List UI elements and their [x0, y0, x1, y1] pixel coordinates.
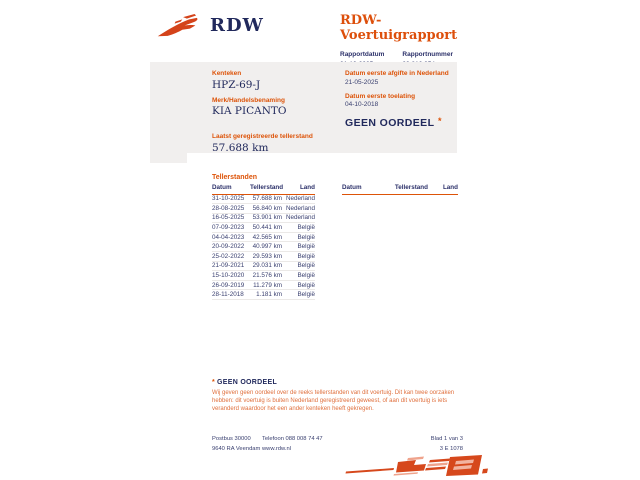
cell-datum: 28-11-2018: [212, 291, 244, 299]
table-header-row: [342, 184, 458, 195]
cell-datum: 04-04-2023: [212, 233, 245, 241]
cell-datum: 21-09-2021: [212, 262, 245, 270]
cell-land: België: [297, 281, 315, 289]
table-row: [212, 262, 315, 272]
tellerstand-value: 57.688 km: [212, 141, 269, 154]
footer-contact: [262, 436, 413, 452]
rapportnummer-label: Rapportnummer: [402, 51, 453, 58]
verdict-text: GEEN OORDEEL: [345, 117, 435, 129]
vehicle-fields-left: [212, 70, 340, 160]
cell-tellerstand: 50.441 km: [252, 224, 282, 232]
kenteken-value: HPZ-69-J: [212, 78, 261, 91]
table-row: [212, 233, 315, 243]
cell-land: Nederland: [285, 204, 315, 212]
cell-land: België: [297, 233, 315, 241]
col-header-land: Land: [299, 184, 315, 191]
table-row: [212, 290, 315, 300]
footer-address: [212, 436, 262, 452]
table-header-row: [212, 184, 315, 195]
cell-datum: 16-05-2025: [212, 214, 245, 222]
afgifte-label: Datum eerste afgifte in Nederland: [345, 70, 449, 77]
footer-blad: Blad 1 van 3: [430, 436, 463, 442]
cell-datum: 15-10-2020: [212, 272, 245, 280]
cell-tellerstand: 40.997 km: [252, 243, 282, 251]
cell-tellerstand: 53.901 km: [252, 214, 282, 222]
cell-tellerstand: 56.840 km: [252, 204, 282, 212]
toelating-value: 04-10-2018: [345, 101, 379, 108]
footnote-title: GEEN OORDEEL: [217, 379, 278, 386]
cell-land: België: [297, 224, 315, 232]
cell-tellerstand: 1.181 km: [256, 291, 282, 299]
rdw-logo: [157, 11, 264, 40]
table-row: [212, 223, 315, 233]
footnote-asterisk: *: [212, 379, 216, 386]
footnote-heading: [212, 379, 465, 386]
cell-tellerstand: 57.688 km: [252, 195, 282, 203]
cell-datum: 20-09-2022: [212, 243, 245, 251]
table-row: [212, 195, 315, 205]
table-row: [212, 204, 315, 214]
cell-tellerstand: 11.279 km: [253, 281, 282, 289]
col-header-tellerstand: Tellerstand: [394, 184, 428, 191]
table-row: [212, 271, 315, 281]
cell-land: België: [297, 291, 315, 299]
tellerstanden-rows: [212, 195, 315, 301]
footnote-body: Wij geven geen oordeel over de reeks tellerstanden van dit voertuig. Dit kan twee oorzaken hebben: dit voertuig is buiten Nederland geregistreerd geweest, of aan dit voertuig is iets veranderd waardoor het een ander kenteken heeft gekregen.: [212, 390, 455, 412]
cell-datum: 31-10-2025: [212, 195, 245, 203]
footer-page-info: [413, 436, 463, 452]
decorative-speed-stripes-graphic: [338, 454, 488, 478]
table-row: [212, 242, 315, 252]
rdw-logo-text: RDW: [210, 14, 264, 36]
vehicle-summary-panel-tab: [150, 152, 187, 163]
cell-land: België: [297, 262, 315, 270]
merk-label: Merk/Handelsbenaming: [212, 96, 285, 104]
tellerstanden-title: Tellerstanden: [212, 174, 257, 181]
page-footer: [212, 436, 463, 452]
cell-tellerstand: 42.565 km: [252, 233, 282, 241]
footer-telefoon: Telefoon 088 008 74 47: [262, 436, 323, 442]
cell-land: Nederland: [285, 214, 315, 222]
verdict-asterisk: *: [438, 116, 442, 126]
cell-land: België: [297, 243, 315, 251]
tellerstanden-table-right: [342, 184, 458, 195]
footer-postbus: Postbus 30000: [212, 436, 251, 442]
col-header-tellerstand: Tellerstand: [250, 184, 284, 191]
merk-value: KIA PICANTO: [212, 105, 287, 117]
cell-datum: 26-09-2019: [212, 281, 245, 289]
table-row: [212, 252, 315, 262]
tellerstand-label: Laatst geregistreerde tellerstand: [212, 133, 313, 140]
cell-land: België: [297, 272, 315, 280]
rdw-eagle-wing-icon: [157, 11, 203, 40]
cell-tellerstand: 21.576 km: [252, 272, 282, 280]
geen-oordeel-footnote: [212, 379, 465, 413]
cell-land: België: [297, 252, 315, 260]
col-header-datum: Datum: [212, 184, 232, 191]
cell-datum: 25-02-2022: [212, 252, 245, 260]
tellerstanden-table-left: [212, 184, 315, 300]
cell-datum: 28-08-2025: [212, 204, 245, 212]
col-header-land: Land: [442, 184, 458, 191]
col-header-datum: Datum: [342, 184, 362, 191]
report-title: RDW-Voertuigrapport: [340, 13, 458, 43]
table-row: [212, 214, 315, 224]
cell-tellerstand: 29.593 km: [252, 252, 282, 260]
footer-website: www.rdw.nl: [262, 445, 291, 452]
cell-land: Nederland: [285, 195, 315, 203]
footer-form-code: 3 E 1078: [439, 445, 463, 452]
afgifte-value: 21-05-2025: [345, 78, 379, 86]
cell-datum: 07-09-2023: [212, 224, 245, 232]
footer-postcode: 9640 RA Veendam: [212, 445, 261, 452]
kenteken-label: Kenteken: [212, 70, 242, 77]
rapportdatum-label: Rapportdatum: [340, 51, 385, 58]
cell-tellerstand: 29.031 km: [252, 262, 282, 270]
table-row: [212, 281, 315, 291]
toelating-label: Datum eerste toelating: [345, 92, 416, 100]
report-header: [340, 13, 470, 68]
